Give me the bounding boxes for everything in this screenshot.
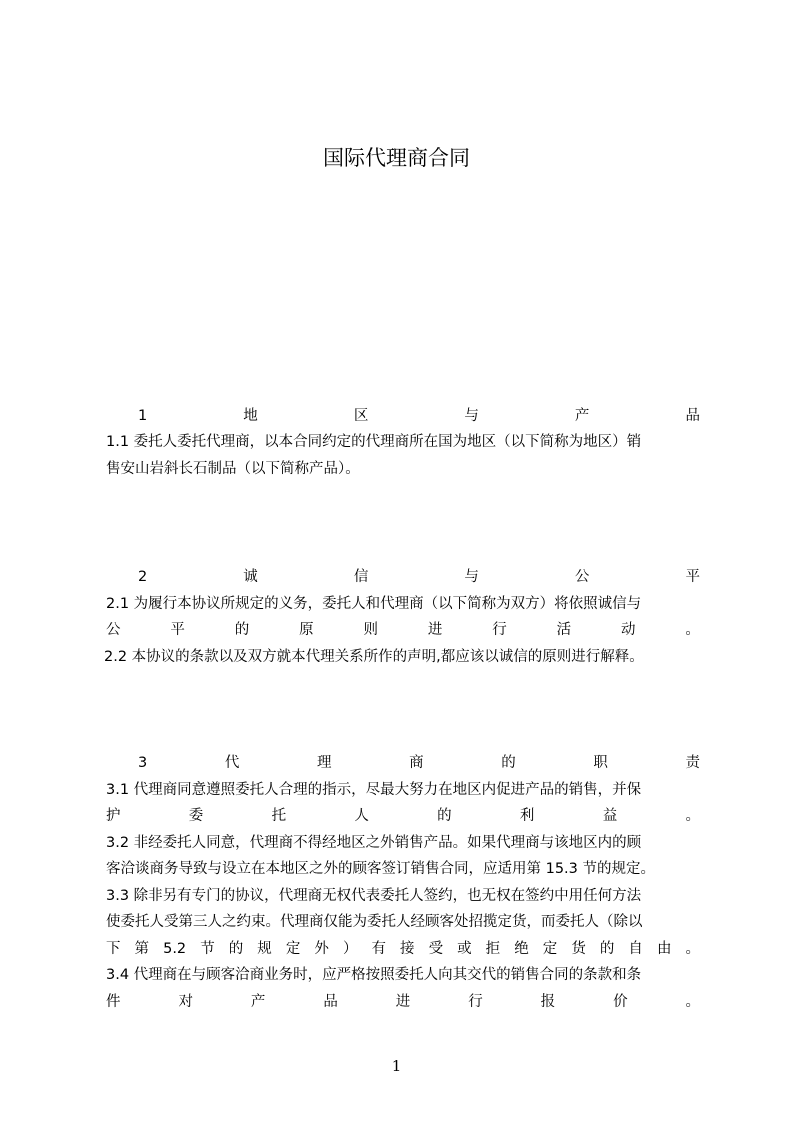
justified-char: 则 xyxy=(363,622,378,638)
justified-char: 护 xyxy=(106,808,121,824)
heading-char: 品 xyxy=(685,408,700,424)
heading-char: 公 xyxy=(574,569,590,585)
heading-char: 责 xyxy=(685,755,700,771)
paragraph-line: 客洽谈商务导致与设立在本地区之外的顾客签订销售合同，应适用第 15.3 节的规定。 xyxy=(106,861,656,877)
paragraph-line: 使委托人受第三人之约束。代理商仅能为委托人经顾客处招揽定货，而委托人（除以 xyxy=(106,914,643,930)
paragraph-line: 1.1 委托人委托代理商，以本合同约定的代理商所在国为地区（以下简称为地区）销 xyxy=(106,434,642,450)
justified-char: 公 xyxy=(106,622,121,638)
justified-char: 的 xyxy=(599,941,615,957)
justified-char: 的 xyxy=(228,941,244,957)
heading-char: 地 xyxy=(243,408,258,424)
justified-char: 受 xyxy=(428,941,444,957)
justified-char: 定 xyxy=(542,941,558,957)
heading-char: 职 xyxy=(593,755,608,771)
heading-char: 平 xyxy=(685,569,700,585)
justified-char: 接 xyxy=(400,941,415,957)
justified-char: 原 xyxy=(299,622,314,638)
justified-char: 绝 xyxy=(514,941,529,957)
justified-char: 平 xyxy=(170,622,185,638)
paragraph-line-justified xyxy=(106,618,700,642)
justified-char: 自 xyxy=(628,941,643,957)
paragraph-line-justified xyxy=(106,804,700,828)
justified-char: 产 xyxy=(250,994,266,1010)
paragraph-line: 2.1 为履行本协议所规定的义务，委托人和代理商（以下简称为双方）将依照诚信与 xyxy=(106,596,642,612)
justified-char: 品 xyxy=(323,994,338,1010)
heading-char: 与 xyxy=(464,569,479,585)
justified-char: 行 xyxy=(468,994,483,1010)
justified-char: 动 xyxy=(621,622,636,638)
justified-char: 。 xyxy=(685,941,700,957)
justified-char: 定 xyxy=(285,941,301,957)
justified-char: 外 xyxy=(314,941,329,957)
section-heading-2 xyxy=(138,565,700,589)
heading-char: 3 xyxy=(138,755,148,771)
heading-char: 理 xyxy=(316,755,332,771)
justified-char: 人 xyxy=(354,808,369,824)
section-heading-1 xyxy=(138,404,700,428)
justified-char: 价 xyxy=(613,994,628,1010)
heading-char: 产 xyxy=(574,408,590,424)
justified-char: 报 xyxy=(540,994,556,1010)
justified-char: 有 xyxy=(371,941,386,957)
justified-char: 货 xyxy=(571,941,586,957)
justified-char: 下 xyxy=(106,941,121,957)
justified-char: 托 xyxy=(271,808,287,824)
document-title: 国际代理商合同 xyxy=(323,146,470,170)
justified-char: 或 xyxy=(457,941,472,957)
paragraph-line: 3.3 除非另有专门的协议，代理商无权代表委托人签约，也无权在签约中用任何方法 xyxy=(106,888,642,904)
justified-char: 5.2 xyxy=(163,941,187,957)
heading-char: 代 xyxy=(224,755,240,771)
paragraph-line-justified xyxy=(106,937,700,961)
justified-char: 进 xyxy=(427,622,443,638)
justified-char: 行 xyxy=(492,622,507,638)
heading-char: 与 xyxy=(464,408,479,424)
paragraph-line-justified xyxy=(106,990,700,1014)
heading-char: 区 xyxy=(353,408,369,424)
justified-char: 第 xyxy=(134,941,150,957)
heading-char: 商 xyxy=(409,755,424,771)
heading-char: 2 xyxy=(138,569,148,585)
justified-char: 的 xyxy=(437,808,452,824)
page-number: 1 xyxy=(391,1057,402,1075)
heading-char: 诚 xyxy=(243,569,258,585)
justified-char: 的 xyxy=(234,622,250,638)
heading-char: 信 xyxy=(353,569,369,585)
justified-char: 活 xyxy=(556,622,572,638)
justified-char: 。 xyxy=(685,808,700,824)
paragraph-line: 2.2 本协议的条款以及双方就本代理关系所作的声明,都应该以诚信的原则进行解释。 xyxy=(104,649,644,665)
justified-char: 由 xyxy=(656,941,672,957)
paragraph-line: 售安山岩斜长石制品（以下简称产品）。 xyxy=(106,461,360,477)
paragraph-line: 3.1 代理商同意遵照委托人合理的指示，尽最大努力在地区内促进产品的销售，并保 xyxy=(106,782,642,798)
justified-char: 。 xyxy=(685,622,700,638)
heading-char: 1 xyxy=(138,408,148,424)
justified-char: 委 xyxy=(188,808,204,824)
section-heading-3 xyxy=(138,751,700,775)
paragraph-line: 3.4 代理商在与顾客洽商业务时，应严格按照委托人向其交代的销售合同的条款和条 xyxy=(106,967,642,983)
justified-char: 益 xyxy=(602,808,618,824)
justified-char: 节 xyxy=(200,941,215,957)
justified-char: 件 xyxy=(106,994,121,1010)
paragraph-line: 3.2 非经委托人同意，代理商不得经地区之外销售产品。如果代理商与该地区内的顾 xyxy=(106,835,642,851)
justified-char: 。 xyxy=(685,994,700,1010)
justified-char: 利 xyxy=(519,808,535,824)
justified-char: 规 xyxy=(257,941,272,957)
justified-char: ） xyxy=(342,941,358,957)
justified-char: 拒 xyxy=(485,941,501,957)
heading-char: 的 xyxy=(501,755,516,771)
justified-char: 对 xyxy=(178,994,193,1010)
justified-char: 进 xyxy=(395,994,411,1010)
